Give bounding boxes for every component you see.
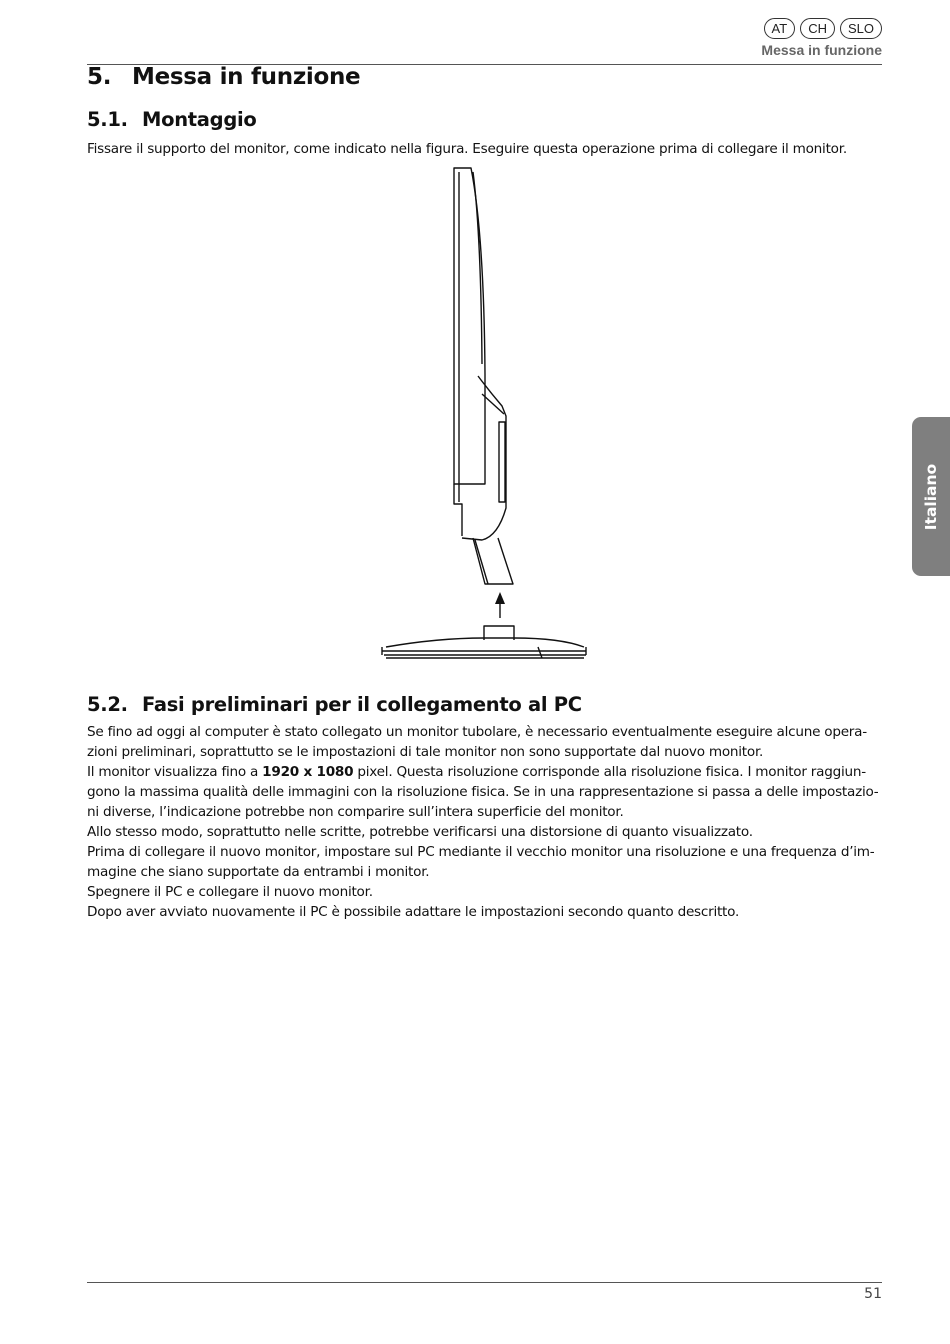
- badge-slo: SLO: [840, 18, 882, 39]
- paragraph-line: Prima di collegare il nuovo monitor, impostare sul PC mediante il vecchio monitor una risoluzione e una frequenza d’im-: [87, 844, 875, 860]
- monitor-stand-illustration: [378, 164, 590, 660]
- resolution-value: 1920 x 1080: [262, 764, 354, 780]
- section-title: Fasi preliminari per il collegamento al PC: [142, 693, 582, 716]
- chapter-heading: [87, 64, 360, 90]
- section-number: 5.2.: [87, 693, 128, 716]
- section-number: 5.1.: [87, 108, 128, 131]
- text-run: Il monitor visualizza fino a: [87, 764, 263, 780]
- page-number: 51: [864, 1286, 882, 1302]
- paragraph-line: zioni preliminari, soprattutto se le impostazioni di tale monitor non sono supportate dal nuovo monitor.: [87, 744, 764, 760]
- text-run: pixel. Questa risoluzione corrisponde alla risoluzione fisica. I monitor raggiun-: [353, 764, 866, 780]
- badge-at: AT: [764, 18, 796, 39]
- language-tab-label: Italiano: [922, 463, 940, 530]
- chapter-number: 5.: [87, 64, 112, 90]
- footer-rule: [87, 1282, 882, 1283]
- section-title: Montaggio: [142, 108, 257, 131]
- paragraph-line: Se fino ad oggi al computer è stato collegato un monitor tubolare, è necessario eventualmente eseguire alcune opera-: [87, 724, 867, 740]
- paragraph-resolution: [87, 762, 887, 782]
- badge-ch: CH: [800, 18, 835, 39]
- preliminari-text: [87, 722, 887, 922]
- country-badges: [764, 18, 882, 39]
- paragraph-line: Spegnere il PC e collegare il nuovo monitor.: [87, 884, 373, 900]
- chapter-title: Messa in funzione: [132, 64, 361, 90]
- running-header: Messa in funzione: [761, 42, 882, 58]
- paragraph-line: magine che siano supportate da entrambi i monitor.: [87, 864, 430, 880]
- paragraph-line: gono la massima qualità delle immagini con la risoluzione fisica. Se in una rappresentazione si passa a delle impostazio-: [87, 784, 879, 800]
- paragraph-line: ni diverse, l’indicazione potrebbe non comparire sull’intera superficie del monitor.: [87, 804, 624, 820]
- paragraph-line: Dopo aver avviato nuovamente il PC è possibile adattare le impostazioni secondo quanto descritto.: [87, 904, 740, 920]
- paragraph: Fissare il supporto del monitor, come indicato nella figura. Eseguire questa operazione prima di collegare il monitor.: [87, 141, 847, 157]
- section-heading-preliminari: [87, 693, 582, 716]
- paragraph-line: Allo stesso modo, soprattutto nelle scritte, potrebbe verificarsi una distorsione di quanto visualizzato.: [87, 824, 753, 840]
- section-heading-montaggio: [87, 108, 256, 131]
- montaggio-text: [87, 139, 887, 159]
- language-tab: [912, 417, 950, 576]
